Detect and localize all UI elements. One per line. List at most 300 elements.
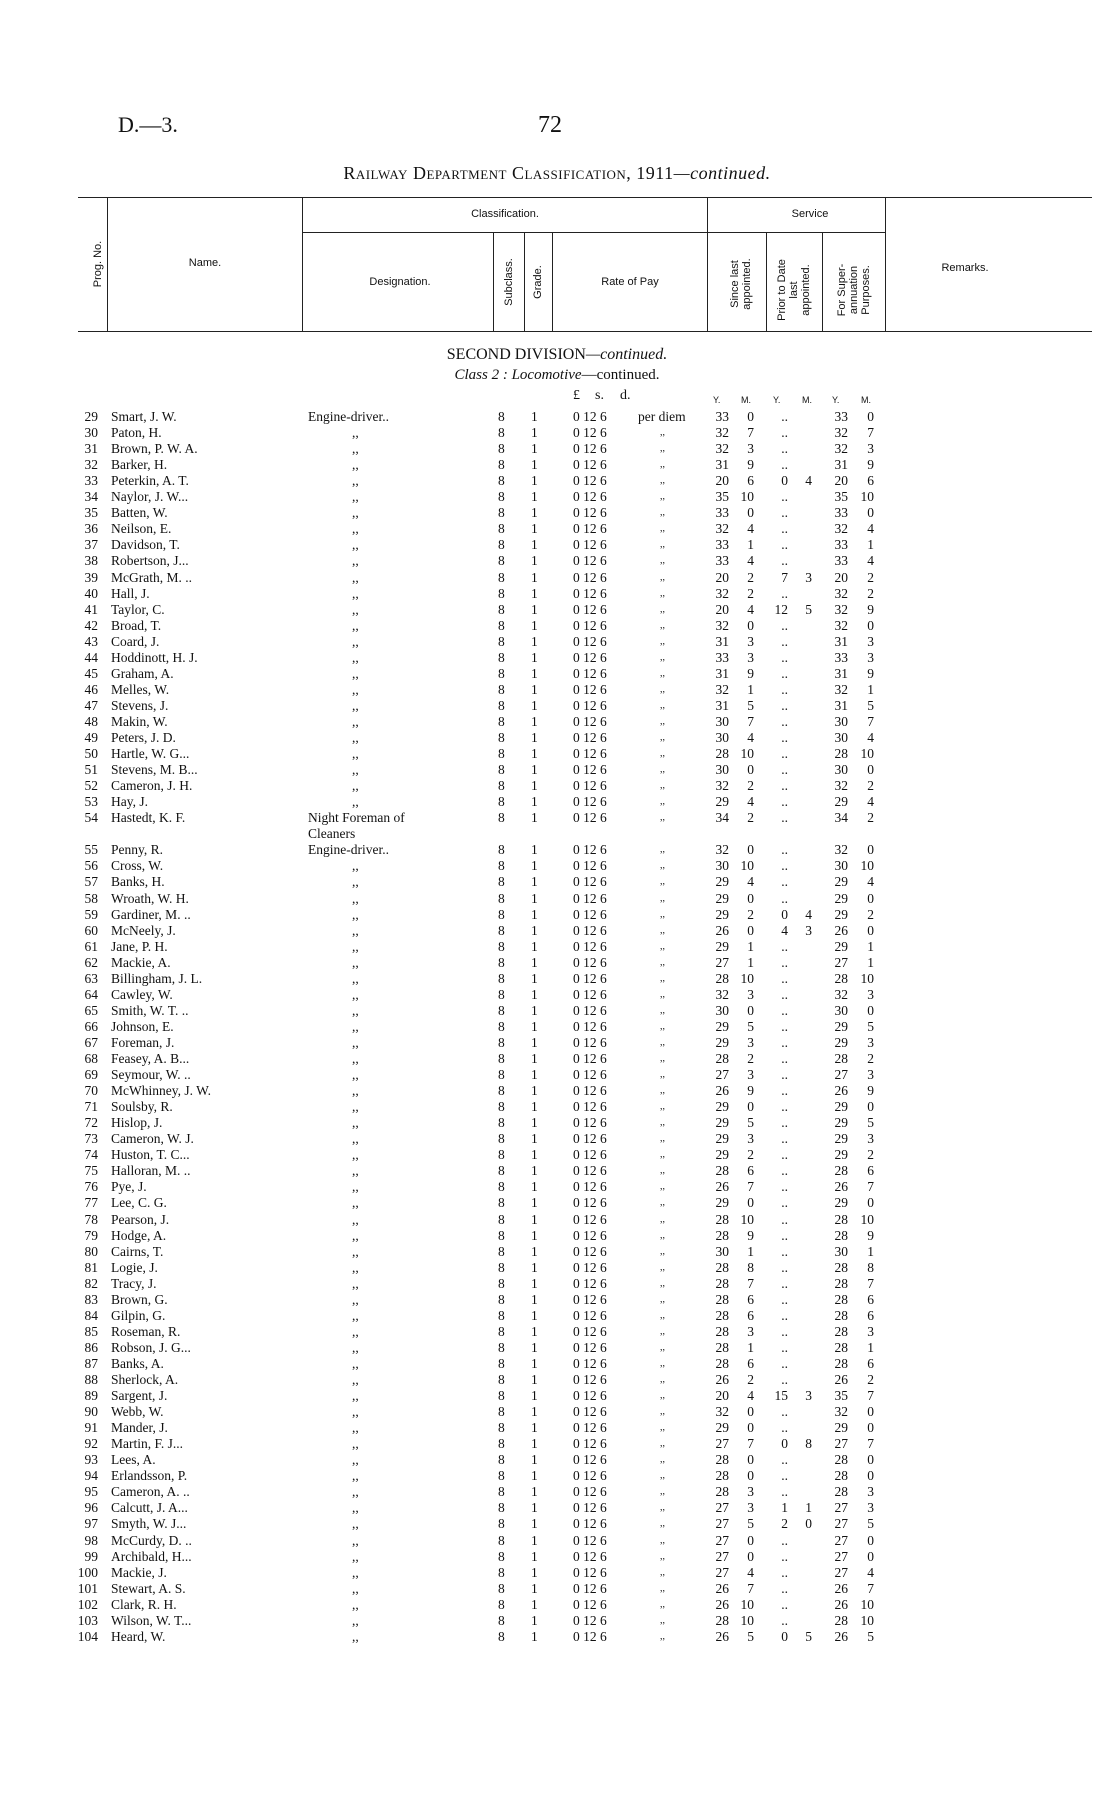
subclass: 8 — [498, 1179, 505, 1195]
subclass: 8 — [498, 1067, 505, 1082]
grade: 1 — [531, 858, 538, 874]
super-years: 32 — [834, 425, 848, 441]
since-months: 7 — [747, 713, 754, 729]
grade: 1 — [531, 617, 538, 633]
since-years: 28 — [715, 1307, 729, 1323]
rate-of-pay: 0 12 6 — [573, 585, 607, 601]
designation: ,, — [352, 585, 359, 601]
employee-name: Coard, J. — [111, 633, 160, 649]
super-months: 9 — [867, 1227, 874, 1243]
rate-of-pay: 0 12 6 — [573, 569, 607, 585]
designation: ,, — [352, 1548, 359, 1564]
prog-no: 34 — [84, 489, 98, 505]
grade: 1 — [531, 1099, 538, 1115]
designation: ,, — [352, 1307, 359, 1323]
grade: 1 — [531, 1355, 538, 1371]
rate-of-pay: 0 12 6 — [573, 1002, 607, 1018]
class-label: Class 2 : Locomotive — [454, 367, 582, 383]
employee-name: Peters, J. D. — [111, 730, 176, 745]
since-months: 0 — [747, 1468, 754, 1484]
unit-shillings: s. — [595, 388, 604, 403]
pay-unit: ,, — [660, 940, 665, 952]
employee-name: Wroath, W. H. — [111, 890, 189, 906]
since-years: 33 — [715, 409, 729, 424]
rate-of-pay: 0 12 6 — [573, 537, 607, 553]
prior-years: .. — [781, 1275, 788, 1291]
super-years: 28 — [834, 970, 848, 986]
grade: 1 — [531, 601, 538, 617]
super-years: 29 — [834, 890, 848, 906]
super-months: 3 — [867, 1067, 874, 1082]
employee-name: Lees, A. — [111, 1452, 156, 1468]
page-ref: D.—3. — [118, 112, 178, 137]
prior-months: 5 — [805, 1628, 812, 1644]
prog-no: 57 — [84, 874, 98, 890]
super-years: 27 — [834, 954, 848, 970]
super-months: 5 — [867, 1628, 874, 1644]
prior-years: .. — [781, 1227, 788, 1243]
rate-of-pay: 0 12 6 — [573, 1131, 607, 1147]
employee-name: Hastedt, K. F. — [111, 810, 186, 826]
super-years: 34 — [834, 810, 848, 826]
grade: 1 — [531, 681, 538, 697]
pay-unit: ,, — [660, 1325, 665, 1337]
super-years: 35 — [834, 489, 848, 505]
super-years: 29 — [834, 794, 848, 810]
since-months: 7 — [747, 1436, 754, 1452]
col-rule — [493, 232, 494, 332]
pay-unit: ,, — [660, 539, 665, 551]
pay-unit: ,, — [660, 1149, 665, 1161]
grade: 1 — [531, 713, 538, 729]
rate-of-pay: 0 12 6 — [573, 778, 607, 794]
prog-no: 100 — [77, 1564, 98, 1580]
rate-of-pay: 0 12 6 — [573, 954, 607, 970]
employee-name: Stevens, J. — [111, 697, 169, 713]
super-months: 3 — [867, 649, 874, 665]
since-months: 0 — [747, 842, 754, 858]
designation: ,, — [352, 1179, 359, 1195]
subclass: 8 — [498, 489, 505, 505]
rate-of-pay: 0 12 6 — [573, 1420, 607, 1436]
employee-name: Clark, R. H. — [111, 1596, 177, 1612]
employee-name: Broad, T. — [111, 617, 162, 633]
prior-years: .. — [781, 521, 788, 537]
designation: ,, — [352, 457, 359, 473]
subclass: 8 — [498, 1195, 505, 1211]
prog-no: 32 — [84, 457, 98, 473]
header-designation: Designation. — [369, 276, 431, 288]
designation: ,, — [352, 441, 359, 457]
subclass: 8 — [498, 1115, 505, 1131]
employee-name: Hartle, W. G... — [111, 746, 190, 761]
since-years: 32 — [715, 617, 729, 633]
prior-years: .. — [781, 1564, 788, 1580]
pay-unit: ,, — [660, 1197, 665, 1209]
subclass: 8 — [498, 1596, 505, 1612]
super-months: 3 — [867, 1484, 874, 1500]
prog-no: 101 — [77, 1580, 98, 1596]
prog-no: 87 — [84, 1355, 98, 1371]
pay-unit: ,, — [660, 1293, 665, 1305]
since-years: 27 — [715, 1436, 729, 1452]
pay-unit: ,, — [660, 1550, 665, 1562]
super-months: 4 — [867, 730, 874, 745]
since-months: 10 — [740, 1596, 754, 1612]
grade: 1 — [531, 1548, 538, 1564]
prog-no: 68 — [84, 1051, 98, 1066]
super-months: 10 — [860, 746, 874, 761]
employee-name: Smart, J. W. — [111, 409, 177, 424]
employee-name: Graham, A. — [111, 665, 174, 681]
super-months: 0 — [867, 1548, 874, 1564]
rate-of-pay: 0 12 6 — [573, 1468, 607, 1484]
super-years: 33 — [834, 553, 848, 569]
employee-name: Mander, J. — [111, 1420, 168, 1436]
prior-years: .. — [781, 730, 788, 745]
super-years: 26 — [834, 1596, 848, 1612]
super-years: 30 — [834, 762, 848, 778]
subclass: 8 — [498, 553, 505, 569]
grade: 1 — [531, 697, 538, 713]
prior-years: .. — [781, 457, 788, 473]
prog-no: 76 — [84, 1179, 98, 1195]
employee-name: Brown, P. W. A. — [111, 441, 198, 457]
employee-name: Huston, T. C... — [111, 1147, 190, 1163]
designation: ,, — [352, 1018, 359, 1034]
pay-unit: ,, — [660, 1614, 665, 1626]
since-months: 3 — [747, 1323, 754, 1339]
prog-no: 73 — [84, 1131, 98, 1147]
rate-of-pay: 0 12 6 — [573, 1355, 607, 1371]
pay-unit: ,, — [660, 988, 665, 1000]
since-months: 4 — [747, 794, 754, 810]
since-months: 3 — [747, 1067, 754, 1082]
prior-years: .. — [781, 1195, 788, 1211]
employee-name: McWhinney, J. W. — [111, 1083, 211, 1099]
super-months: 0 — [867, 505, 874, 521]
since-months: 2 — [747, 1051, 754, 1066]
subclass: 8 — [498, 441, 505, 457]
rate-of-pay: 0 12 6 — [573, 1596, 607, 1612]
subclass: 8 — [498, 1372, 505, 1387]
super-years: 33 — [834, 649, 848, 665]
prior-years: .. — [781, 1179, 788, 1195]
rate-of-pay: 0 12 6 — [573, 1099, 607, 1115]
subclass: 8 — [498, 665, 505, 681]
pay-unit: ,, — [660, 732, 665, 743]
super-months: 0 — [867, 617, 874, 633]
rate-of-pay: 0 12 6 — [573, 890, 607, 906]
grade: 1 — [531, 1179, 538, 1195]
title-suffix: —continued. — [673, 163, 771, 183]
subclass: 8 — [498, 1628, 505, 1644]
rate-of-pay: 0 12 6 — [573, 1404, 607, 1420]
pay-unit: ,, — [660, 635, 665, 647]
prog-no: 29 — [84, 409, 98, 424]
super-months: 7 — [867, 1275, 874, 1291]
prog-no: 97 — [84, 1516, 98, 1532]
super-months: 4 — [867, 1564, 874, 1580]
since-months: 5 — [747, 1628, 754, 1644]
subclass: 8 — [498, 1355, 505, 1371]
rate-of-pay: 0 12 6 — [573, 874, 607, 890]
rate-of-pay: 0 12 6 — [573, 1259, 607, 1275]
since-years: 32 — [715, 1404, 729, 1420]
subclass: 8 — [498, 794, 505, 810]
rate-of-pay: 0 12 6 — [573, 1083, 607, 1099]
pay-unit: ,, — [660, 587, 665, 599]
rate-of-pay: 0 12 6 — [573, 1018, 607, 1034]
super-years: 27 — [834, 1516, 848, 1532]
rate-of-pay: 0 12 6 — [573, 1388, 607, 1403]
since-months: 10 — [740, 489, 754, 505]
super-months: 0 — [867, 890, 874, 906]
pay-unit: ,, — [660, 1422, 665, 1434]
prior-years: .. — [781, 1404, 788, 1420]
grade: 1 — [531, 1372, 538, 1387]
prior-years: .. — [781, 1468, 788, 1484]
class-heading — [0, 367, 1114, 384]
super-months: 2 — [867, 1147, 874, 1163]
grade: 1 — [531, 1211, 538, 1227]
since-months: 6 — [747, 1307, 754, 1323]
since-months: 9 — [747, 1083, 754, 1099]
since-years: 26 — [715, 1628, 729, 1644]
prog-no: 82 — [84, 1275, 98, 1291]
pay-unit: ,, — [660, 892, 665, 904]
subclass: 8 — [498, 778, 505, 794]
header-prog-no: Prog. No. — [92, 240, 104, 288]
pay-unit: ,, — [660, 1069, 665, 1080]
since-years: 32 — [715, 585, 729, 601]
since-years: 27 — [715, 1564, 729, 1580]
subclass: 8 — [498, 810, 505, 826]
pay-unit: ,, — [660, 1454, 665, 1466]
subclass: 8 — [498, 601, 505, 617]
super-months: 3 — [867, 986, 874, 1002]
subclass: 8 — [498, 746, 505, 761]
rate-of-pay: 0 12 6 — [573, 1307, 607, 1323]
pay-unit: ,, — [660, 507, 665, 519]
since-years: 29 — [715, 906, 729, 922]
grade: 1 — [531, 1131, 538, 1147]
employee-name: Pearson, J. — [111, 1211, 170, 1227]
prior-years: 0 — [781, 473, 788, 489]
super-months: 1 — [867, 938, 874, 954]
since-months: 9 — [747, 1227, 754, 1243]
super-years: 28 — [834, 1339, 848, 1355]
prior-years: .. — [781, 874, 788, 890]
since-years: 28 — [715, 970, 729, 986]
rate-of-pay: 0 12 6 — [573, 617, 607, 633]
subclass: 8 — [498, 1147, 505, 1163]
header-prior-to-date: Prior to Date last appointed. — [776, 259, 812, 321]
since-months: 3 — [747, 986, 754, 1002]
super-years: 33 — [834, 537, 848, 553]
designation: ,, — [352, 986, 359, 1002]
since-months: 10 — [740, 1612, 754, 1628]
since-months: 8 — [747, 1259, 754, 1275]
since-years: 29 — [715, 1147, 729, 1163]
designation: ,, — [352, 1516, 359, 1532]
prog-no: 64 — [84, 986, 98, 1002]
subclass: 8 — [498, 922, 505, 938]
super-years: 29 — [834, 906, 848, 922]
subclass: 8 — [498, 1404, 505, 1420]
pay-unit: ,, — [660, 1085, 665, 1097]
prior-years: .. — [781, 1355, 788, 1371]
super-years: 33 — [834, 505, 848, 521]
designation: ,, — [352, 665, 359, 681]
header-subclass: Subclass. — [503, 258, 515, 306]
super-months: 0 — [867, 1002, 874, 1018]
since-months: 0 — [747, 1532, 754, 1548]
prior-years: .. — [781, 441, 788, 457]
employee-name: Sargent, J. — [111, 1388, 168, 1403]
super-months: 7 — [867, 713, 874, 729]
since-months: 6 — [747, 473, 754, 489]
super-years: 32 — [834, 601, 848, 617]
employee-name: Hoddinott, H. J. — [111, 649, 198, 665]
grade: 1 — [531, 1404, 538, 1420]
designation: ,, — [352, 633, 359, 649]
since-years: 27 — [715, 1532, 729, 1548]
prog-no: 55 — [84, 842, 98, 858]
super-months: 0 — [867, 762, 874, 778]
super-years: 28 — [834, 1291, 848, 1307]
since-months: 0 — [747, 762, 754, 778]
since-years: 31 — [715, 697, 729, 713]
super-years: 35 — [834, 1388, 848, 1403]
employee-name: Smith, W. T. .. — [111, 1002, 189, 1018]
subclass: 8 — [498, 697, 505, 713]
grade: 1 — [531, 1195, 538, 1211]
prog-no: 30 — [84, 425, 98, 441]
prog-no: 31 — [84, 441, 98, 457]
prior-months: 4 — [805, 473, 812, 489]
prior-years: .. — [781, 1051, 788, 1066]
since-months: 0 — [747, 890, 754, 906]
prog-no: 89 — [84, 1388, 98, 1403]
prog-no: 59 — [84, 906, 98, 922]
grade: 1 — [531, 1420, 538, 1436]
grade: 1 — [531, 489, 538, 505]
since-years: 30 — [715, 1243, 729, 1259]
rate-of-pay: 0 12 6 — [573, 697, 607, 713]
subclass: 8 — [498, 585, 505, 601]
super-months: 0 — [867, 1420, 874, 1436]
super-months: 6 — [867, 1355, 874, 1371]
since-months: 2 — [747, 906, 754, 922]
designation: ,, — [352, 1500, 359, 1516]
rate-of-pay: 0 12 6 — [573, 1051, 607, 1066]
employee-name: Billingham, J. L. — [111, 970, 203, 986]
prog-no: 62 — [84, 954, 98, 970]
grade: 1 — [531, 1275, 538, 1291]
employee-name: McCurdy, D. .. — [111, 1532, 192, 1548]
prior-years: .. — [781, 489, 788, 505]
super-years: 29 — [834, 1420, 848, 1436]
designation: ,, — [352, 1484, 359, 1500]
prior-months: 0 — [805, 1516, 812, 1532]
super-months: 4 — [867, 874, 874, 890]
prior-years: .. — [781, 1099, 788, 1115]
employee-name: Penny, R. — [111, 842, 164, 858]
grade: 1 — [531, 842, 538, 858]
rate-of-pay: 0 12 6 — [573, 1147, 607, 1163]
since-months: 7 — [747, 1275, 754, 1291]
since-years: 26 — [715, 1083, 729, 1099]
prior-years: .. — [781, 617, 788, 633]
designation: ,, — [352, 537, 359, 553]
prog-no: 74 — [84, 1147, 98, 1163]
since-years: 28 — [715, 1259, 729, 1275]
pay-unit: ,, — [660, 1390, 665, 1401]
employee-name: Robson, J. G... — [111, 1339, 191, 1355]
designation: ,, — [352, 505, 359, 521]
subclass: 8 — [498, 1516, 505, 1532]
rate-of-pay: 0 12 6 — [573, 1516, 607, 1532]
subclass: 8 — [498, 1018, 505, 1034]
pay-unit: ,, — [660, 956, 665, 968]
rate-of-pay: 0 12 6 — [573, 457, 607, 473]
super-months: 5 — [867, 1516, 874, 1532]
pay-unit: ,, — [660, 1036, 665, 1048]
super-months: 0 — [867, 842, 874, 858]
employee-name: Sherlock, A. — [111, 1372, 179, 1387]
employee-name: Cairns, T. — [111, 1243, 164, 1259]
subclass: 8 — [498, 569, 505, 585]
designation: ,, — [352, 794, 359, 810]
pay-unit: ,, — [660, 1020, 665, 1032]
super-months: 4 — [867, 521, 874, 537]
pay-unit: ,, — [660, 1245, 665, 1257]
pay-unit: ,, — [660, 1566, 665, 1578]
since-years: 29 — [715, 1131, 729, 1147]
unit-pence: d. — [620, 388, 631, 403]
since-years: 32 — [715, 441, 729, 457]
grade: 1 — [531, 425, 538, 441]
employee-name: Cross, W. — [111, 858, 164, 874]
designation: ,, — [352, 681, 359, 697]
subclass: 8 — [498, 1420, 505, 1436]
designation: ,, — [352, 1002, 359, 1018]
employee-name: McNeely, J. — [111, 922, 176, 938]
grade: 1 — [531, 1323, 538, 1339]
super-years: 32 — [834, 681, 848, 697]
since-years: 33 — [715, 537, 729, 553]
prog-no: 35 — [84, 505, 98, 521]
prior-years: 2 — [781, 1516, 788, 1532]
rate-of-pay: 0 12 6 — [573, 1500, 607, 1516]
employee-name: Cameron, A. .. — [111, 1484, 190, 1500]
pay-unit: ,, — [660, 651, 665, 663]
pay-unit: ,, — [660, 1213, 665, 1225]
since-months: 2 — [747, 778, 754, 794]
super-months: 2 — [867, 810, 874, 826]
prior-years: .. — [781, 1243, 788, 1259]
super-months: 3 — [867, 441, 874, 457]
rate-of-pay: 0 12 6 — [573, 1291, 607, 1307]
prog-no: 94 — [84, 1468, 98, 1484]
since-months: 5 — [747, 1018, 754, 1034]
rate-of-pay: 0 12 6 — [573, 441, 607, 457]
super-years: 28 — [834, 1211, 848, 1227]
prior-years: 0 — [781, 1628, 788, 1644]
since-months: 4 — [747, 874, 754, 890]
col-rule — [822, 232, 823, 332]
